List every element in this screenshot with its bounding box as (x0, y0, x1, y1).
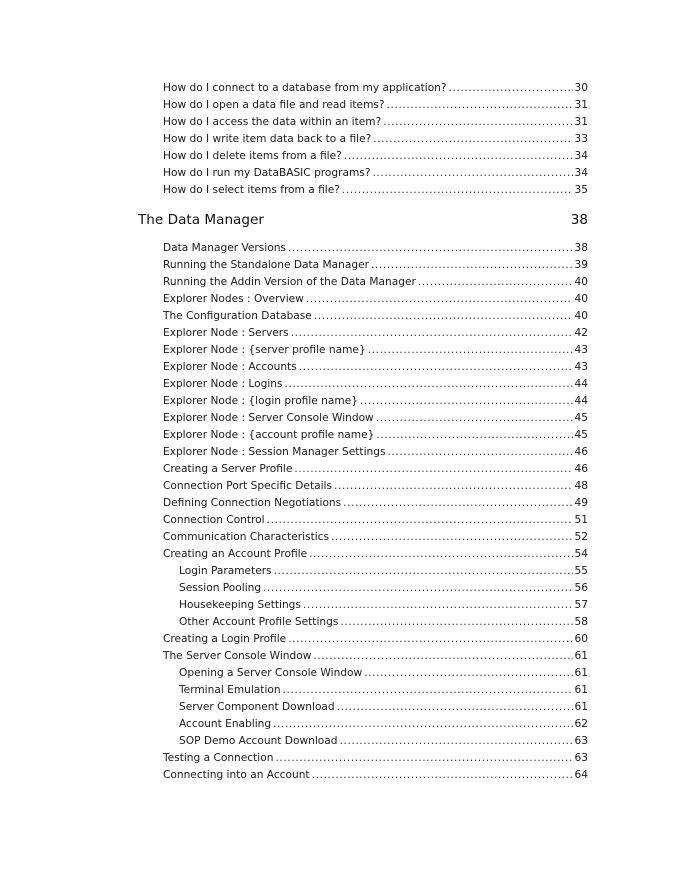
toc-entry[interactable] (163, 546, 588, 563)
dot-leader (273, 716, 572, 733)
toc-entry-page-number: 31 (574, 99, 588, 111)
toc-entry[interactable] (163, 80, 588, 97)
toc-entry-page-number: 40 (574, 310, 588, 322)
toc-entry-page-number: 43 (574, 344, 588, 356)
toc-section-data-manager (163, 240, 588, 784)
dot-leader (376, 410, 573, 427)
dot-leader (340, 614, 572, 631)
toc-entry[interactable] (163, 376, 588, 393)
chapter-heading[interactable] (138, 212, 588, 228)
toc-entry-title: Defining Connection Negotiations (163, 497, 342, 509)
toc-entry-title: Explorer Node : {server profile name} (163, 344, 366, 356)
toc-entry-page-number: 39 (574, 259, 588, 271)
dot-leader (337, 699, 573, 716)
toc-entry[interactable] (163, 393, 588, 410)
toc-entry-page-number: 35 (574, 184, 588, 196)
toc-entry-page-number: 61 (574, 667, 588, 679)
toc-entry[interactable] (163, 240, 588, 257)
toc-entry-title: Explorer Node : Session Manager Settings (163, 446, 386, 458)
toc-entry[interactable] (163, 648, 588, 665)
dot-leader (344, 148, 573, 165)
toc-entry-title: Housekeeping Settings (179, 599, 301, 611)
dot-leader (291, 325, 573, 342)
toc-entry-title: Server Component Download (179, 701, 335, 713)
toc-entry-page-number: 45 (574, 412, 588, 424)
toc-entry-page-number: 64 (574, 769, 588, 781)
dot-leader (288, 631, 572, 648)
toc-entry[interactable] (163, 359, 588, 376)
toc-entry[interactable] (163, 97, 588, 114)
toc-entry-page-number: 61 (574, 650, 588, 662)
toc-entry-title: Other Account Profile Settings (179, 616, 339, 628)
toc-entry[interactable] (163, 614, 588, 631)
dot-leader (331, 529, 572, 546)
toc-entry-title: How do I open a data file and read items? (163, 99, 385, 111)
toc-entry[interactable] (163, 427, 588, 444)
toc-entry-page-number: 45 (574, 429, 588, 441)
toc-entry-title: Explorer Node : Servers (163, 327, 289, 339)
toc-entry-page-number: 38 (574, 242, 588, 254)
toc-entry-page-number: 31 (574, 116, 588, 128)
toc-entry-page-number: 33 (574, 133, 588, 145)
dot-leader (312, 767, 573, 784)
dot-leader (364, 665, 572, 682)
dot-leader (309, 546, 572, 563)
toc-entry-title: How do I connect to a database from my application? (163, 82, 447, 94)
toc-entry-page-number: 44 (574, 378, 588, 390)
toc-entry-page-number: 34 (574, 150, 588, 162)
dot-leader (314, 308, 573, 325)
toc-entry-page-number: 46 (574, 463, 588, 475)
toc-entry[interactable] (163, 342, 588, 359)
toc-entry-page-number: 60 (574, 633, 588, 645)
toc-entry[interactable] (163, 291, 588, 308)
toc-entry-title: Connection Port Specific Details (163, 480, 333, 492)
toc-entry-page-number: 62 (574, 718, 588, 730)
toc-entry[interactable] (163, 716, 588, 733)
toc-entry[interactable] (163, 495, 588, 512)
toc-entry[interactable] (163, 767, 588, 784)
toc-entry[interactable] (163, 182, 588, 199)
toc-entry[interactable] (163, 410, 588, 427)
toc-entry-title: Running the Standalone Data Manager (163, 259, 369, 271)
toc-section-faq (163, 80, 588, 199)
toc-entry[interactable] (163, 699, 588, 716)
toc-entry-title: SOP Demo Account Download (179, 735, 338, 747)
toc-entry-page-number: 55 (574, 565, 588, 577)
toc-entry-title: Connection Control (163, 514, 265, 526)
dot-leader (449, 80, 573, 97)
toc-entry-page-number: 58 (574, 616, 588, 628)
toc-entry-title: Connecting into an Account (163, 769, 310, 781)
dot-leader (303, 597, 573, 614)
toc-entry-page-number: 51 (574, 514, 588, 526)
toc-entry-title: Data Manager Versions (163, 242, 286, 254)
toc-entry-title: Session Pooling (179, 582, 262, 594)
toc-entry[interactable] (163, 512, 588, 529)
dot-leader (267, 512, 573, 529)
toc-entry[interactable] (163, 478, 588, 495)
toc-entry-page-number: 43 (574, 361, 588, 373)
dot-leader (418, 274, 573, 291)
toc-entry[interactable] (163, 563, 588, 580)
dot-leader (334, 478, 573, 495)
toc-entry[interactable] (163, 325, 588, 342)
dot-leader (294, 461, 572, 478)
toc-entry-title: Testing a Connection (163, 752, 274, 764)
toc-entry-title: Running the Addin Version of the Data Manager (163, 276, 416, 288)
toc-entry[interactable] (163, 529, 588, 546)
toc-entry-page-number: 63 (574, 752, 588, 764)
toc-entry[interactable] (163, 148, 588, 165)
dot-leader (383, 114, 572, 131)
dot-leader (373, 131, 572, 148)
toc-entry-page-number: 52 (574, 531, 588, 543)
dot-leader (343, 495, 572, 512)
toc-entry-title: Explorer Node : Accounts (163, 361, 297, 373)
toc-entry[interactable] (163, 461, 588, 478)
toc-entry-title: The Server Console Window (163, 650, 312, 662)
toc-entry[interactable] (163, 750, 588, 767)
toc-entry-title: The Configuration Database (163, 310, 312, 322)
dot-leader (313, 648, 572, 665)
toc-entry-title: How do I write item data back to a file? (163, 133, 372, 145)
toc-entry-title: Explorer Node : Logins (163, 378, 283, 390)
toc-entry[interactable] (163, 665, 588, 682)
toc-entry-page-number: 54 (574, 548, 588, 560)
toc-entry-page-number: 49 (574, 497, 588, 509)
toc-entry-title: Terminal Emulation (179, 684, 281, 696)
toc-entry[interactable] (163, 114, 588, 131)
toc-entry-page-number: 30 (574, 82, 588, 94)
toc-entry-title: Explorer Node : {login profile name} (163, 395, 358, 407)
dot-leader (274, 563, 573, 580)
dot-leader (376, 427, 572, 444)
toc-entry-title: Explorer Node : Server Console Window (163, 412, 374, 424)
toc-entry[interactable] (163, 444, 588, 461)
toc-entry[interactable] (163, 308, 588, 325)
toc-entry-page-number: 44 (574, 395, 588, 407)
toc-entry-title: Opening a Server Console Window (179, 667, 363, 679)
dot-leader (285, 376, 573, 393)
dot-leader (299, 359, 573, 376)
toc-entry[interactable] (163, 597, 588, 614)
toc-entry-title: How do I select items from a file? (163, 184, 340, 196)
toc-entry[interactable] (163, 733, 588, 750)
dot-leader (339, 733, 572, 750)
dot-leader (387, 97, 573, 114)
dot-leader (283, 682, 573, 699)
toc-entry[interactable] (163, 165, 588, 182)
toc-entry-page-number: 63 (574, 735, 588, 747)
toc-entry-title: Creating a Server Profile (163, 463, 293, 475)
dot-leader (387, 444, 572, 461)
chapter-title: The Data Manager (138, 212, 264, 228)
toc-entry-page-number: 48 (574, 480, 588, 492)
toc-entry-title: Login Parameters (179, 565, 272, 577)
dot-leader (263, 580, 572, 597)
dot-leader (360, 393, 573, 410)
toc-entry[interactable] (163, 631, 588, 648)
toc-entry-title: Communication Characteristics (163, 531, 330, 543)
toc-entry[interactable] (163, 274, 588, 291)
dot-leader (371, 257, 573, 274)
toc-entry-title: Creating an Account Profile (163, 548, 308, 560)
toc-entry[interactable] (163, 580, 588, 597)
dot-leader (372, 165, 572, 182)
toc-entry-page-number: 42 (574, 327, 588, 339)
toc-entry-page-number: 46 (574, 446, 588, 458)
toc-entry-page-number: 61 (574, 701, 588, 713)
dot-leader (288, 240, 573, 257)
dot-leader (306, 291, 573, 308)
toc-entry-title: How do I access the data within an item? (163, 116, 382, 128)
toc-entry-page-number: 40 (574, 293, 588, 305)
toc-entry-page-number: 40 (574, 276, 588, 288)
dot-leader (368, 342, 573, 359)
toc-entry[interactable] (163, 257, 588, 274)
toc-entry-title: Explorer Nodes : Overview (163, 293, 304, 305)
toc-entry-title: Creating a Login Profile (163, 633, 287, 645)
toc-entry-title: How do I delete items from a file? (163, 150, 342, 162)
dot-leader (342, 182, 573, 199)
toc-entry[interactable] (163, 131, 588, 148)
chapter-page-number: 38 (570, 212, 588, 228)
toc-entry-title: Explorer Node : {account profile name} (163, 429, 375, 441)
toc-entry-page-number: 61 (574, 684, 588, 696)
toc-entry-title: Account Enabling (179, 718, 272, 730)
toc-entry-page-number: 56 (574, 582, 588, 594)
toc-entry-page-number: 57 (574, 599, 588, 611)
toc-entry-page-number: 34 (574, 167, 588, 179)
dot-leader (275, 750, 572, 767)
toc-entry-title: How do I run my DataBASIC programs? (163, 167, 371, 179)
toc-entry[interactable] (163, 682, 588, 699)
